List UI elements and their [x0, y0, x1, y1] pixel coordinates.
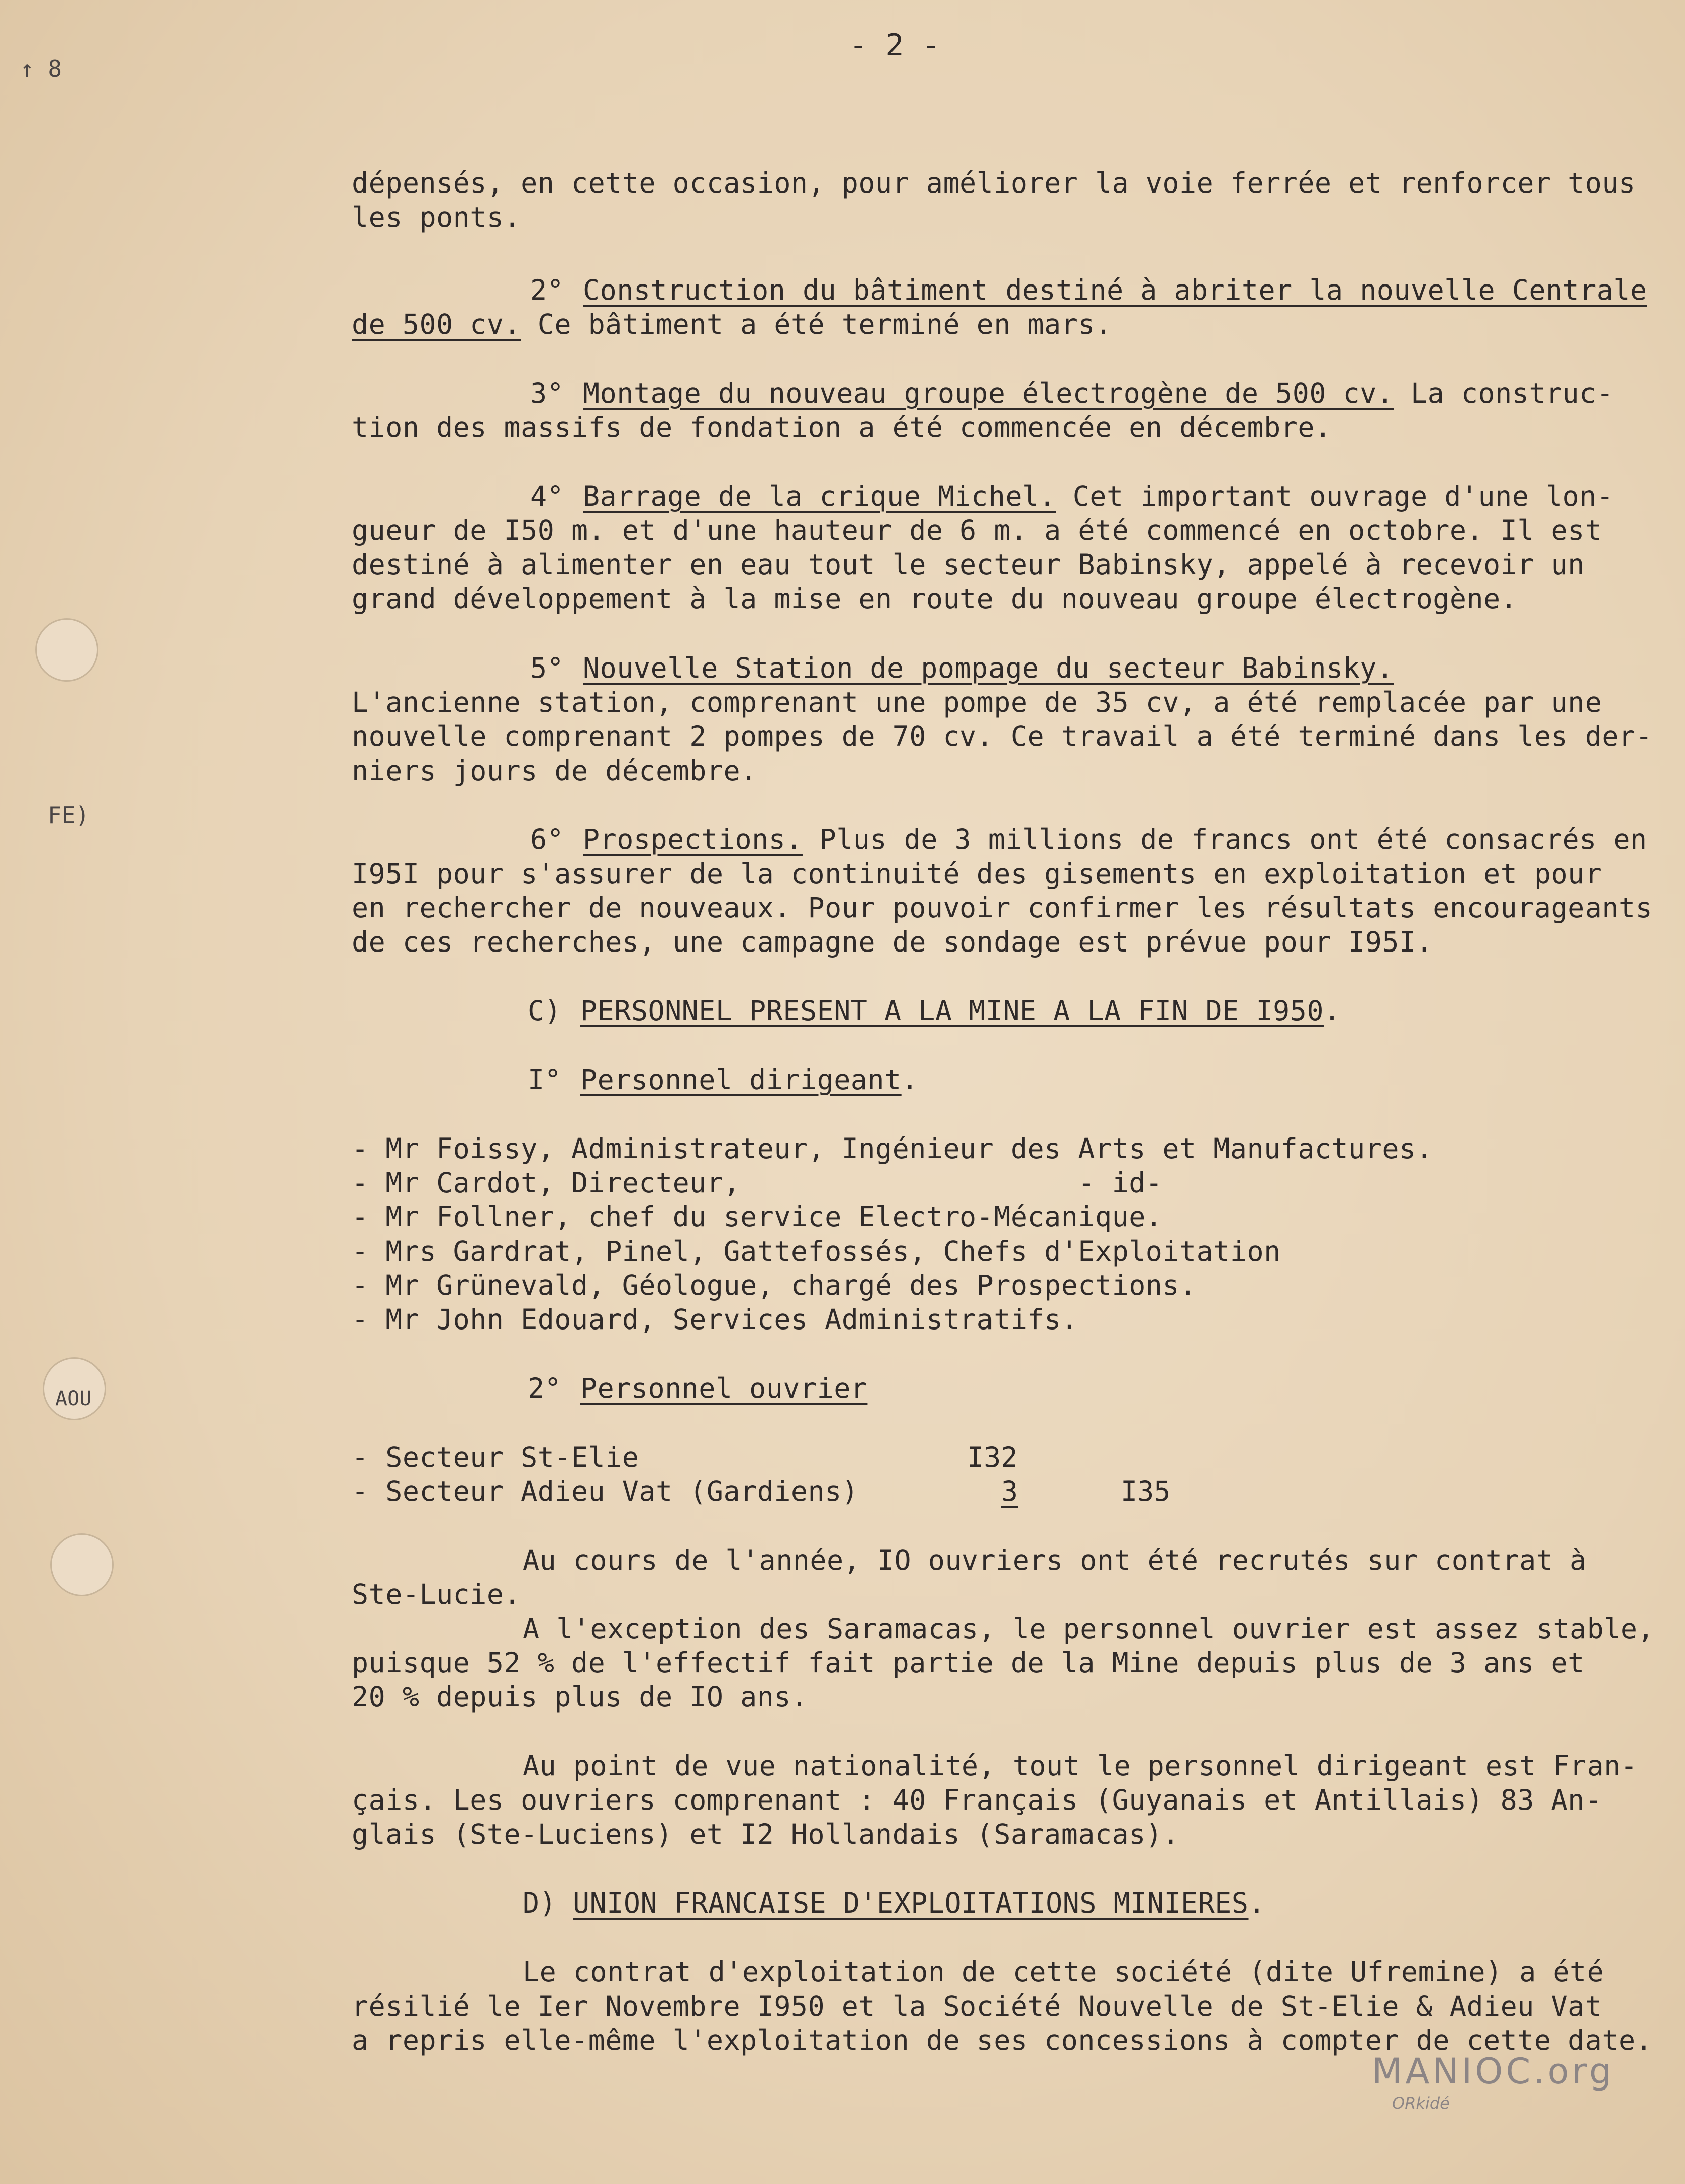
paragraph-text: Cet important ouvrage d'une lon- — [1056, 480, 1614, 512]
paragraph-text: Plus de 3 millions de francs ont été consacrés en — [802, 823, 1647, 856]
watermark-subtext: ORkidé — [1392, 2094, 1450, 2113]
paragraph-line: çais. Les ouvriers comprenant : 40 Français (Guyanais et Antillais) 83 An- — [352, 1784, 1602, 1816]
paragraph-line: 20 % depuis plus de IO ans. — [352, 1681, 808, 1713]
stamp-mark: FE) — [48, 802, 90, 829]
list-item: - Mr Cardot, Directeur, - id- — [352, 1167, 1163, 1199]
paragraph-line: I95I pour s'assurer de la continuité des gisements en exploitation et pour — [352, 858, 1602, 890]
list-item: - Mr Grünevald, Géologue, chargé des Prospections. — [352, 1269, 1197, 1301]
list-item: - Mr John Edouard, Services Administratifs. — [352, 1303, 1078, 1336]
section-heading-text: UNION FRANCAISE D'EXPLOITATIONS MINIERES — [573, 1887, 1249, 1919]
subsection-heading: Personnel ouvrier — [580, 1372, 868, 1404]
paragraph-line: dépensés, en cette occasion, pour améliorer la voie ferrée et renforcer tous — [352, 167, 1636, 199]
item-heading: Nouvelle Station de pompage du secteur Babinsky. — [583, 652, 1394, 684]
list-item: - Mrs Gardrat, Pinel, Gattefossés, Chefs d'Exploitation — [352, 1235, 1281, 1267]
punch-hole — [35, 618, 98, 682]
item-heading: Barrage de la crique Michel. — [583, 480, 1056, 512]
item-number: I° — [528, 1064, 562, 1096]
paragraph-line: L'ancienne station, comprenant une pompe de 35 cv, a été remplacée par une — [352, 686, 1602, 718]
item-number: 5° — [530, 652, 564, 684]
section-heading — [573, 1886, 1265, 1920]
paragraph-line — [583, 822, 1647, 857]
paragraph-line: a repris elle-même l'exploitation de ses concessions à compter de cette date. — [352, 2024, 1653, 2056]
section-prefix: D) — [523, 1887, 557, 1919]
table-row-count: I32 — [967, 1441, 1018, 1473]
paragraph-line: les ponts. — [352, 201, 521, 233]
paragraph-line — [583, 376, 1613, 410]
section-heading — [580, 994, 1341, 1028]
margin-annotation: ↑ 8 — [20, 55, 62, 82]
list-item: - Mr Foissy, Administrateur, Ingénieur des Arts et Manufactures. — [352, 1132, 1433, 1165]
paragraph-line: résilié le Ier Novembre I950 et la Société Nouvelle de St-Elie & Adieu Vat — [352, 1990, 1602, 2022]
paragraph-line: tion des massifs de fondation a été commencée en décembre. — [352, 411, 1332, 443]
item-heading-cont: de 500 cv. — [352, 308, 521, 340]
paragraph-line: en rechercher de nouveaux. Pour pouvoir confirmer les résultats encourageants — [352, 892, 1653, 924]
paragraph-line: glais (Ste-Luciens) et I2 Hollandais (Saramacas). — [352, 1818, 1180, 1850]
item-heading: Prospections. — [583, 823, 803, 856]
item-number: 2° — [528, 1372, 562, 1404]
table-row-count: 3 — [1001, 1475, 1018, 1507]
punch-hole — [50, 1533, 114, 1596]
item-number: 4° — [530, 480, 564, 512]
paragraph-line: gueur de I50 m. et d'une hauteur de 6 m. a été commencé en octobre. Il est — [352, 514, 1602, 546]
subsection-heading — [580, 1063, 918, 1097]
paragraph-line — [352, 307, 1112, 341]
heading-period: . — [1248, 1887, 1266, 1919]
section-prefix: C) — [528, 995, 562, 1027]
item-number: 3° — [530, 377, 564, 409]
paragraph-line: Le contrat d'exploitation de cette société (dite Ufremine) a été — [523, 1956, 1604, 1988]
item-heading: Construction du bâtiment destiné à abriter la nouvelle Centrale — [583, 274, 1647, 306]
page-number: - 2 - — [849, 28, 940, 63]
paragraph-line: niers jours de décembre. — [352, 754, 757, 787]
item-heading: Montage du nouveau groupe électrogène de 500 cv. — [583, 377, 1394, 409]
paragraph-line: puisque 52 % de l'effectif fait partie de la Mine depuis plus de 3 ans et — [352, 1647, 1585, 1679]
paragraph-line: Au point de vue nationalité, tout le personnel dirigeant est Fran- — [523, 1750, 1638, 1782]
table-row-label: - Secteur St-Elie — [352, 1441, 639, 1473]
paragraph-line: Au cours de l'année, IO ouvriers ont été recrutés sur contrat à — [523, 1544, 1587, 1576]
item-number: 2° — [530, 274, 564, 306]
stamp-mark: AOU — [55, 1387, 92, 1410]
section-heading-text: PERSONNEL PRESENT A LA MINE A LA FIN DE I950 — [580, 995, 1324, 1027]
paragraph-line: de ces recherches, une campagne de sondage est prévue pour I95I. — [352, 926, 1433, 958]
watermark-logo: MANIOC.org — [1372, 2051, 1615, 2092]
paragraph-text: La construc- — [1394, 377, 1614, 409]
heading-period: . — [1323, 995, 1341, 1027]
paragraph-text: Ce bâtiment a été terminé en mars. — [521, 308, 1112, 340]
table-row-label: - Secteur Adieu Vat (Gardiens) — [352, 1475, 859, 1507]
list-item: - Mr Follner, chef du service Electro-Mécanique. — [352, 1201, 1163, 1233]
item-number: 6° — [530, 823, 564, 856]
paragraph-line: Ste-Lucie. — [352, 1578, 521, 1610]
paragraph-line: grand développement à la mise en route du nouveau groupe électrogène. — [352, 583, 1518, 615]
paragraph-line — [583, 479, 1613, 513]
paragraph-line: destiné à alimenter en eau tout le secteur Babinsky, appelé à recevoir un — [352, 548, 1585, 581]
paragraph-line: A l'exception des Saramacas, le personnel ouvrier est assez stable, — [523, 1612, 1655, 1645]
paragraph-line: nouvelle comprenant 2 pompes de 70 cv. Ce travail a été terminé dans les der- — [352, 720, 1653, 752]
subsection-heading-text: Personnel dirigeant — [580, 1064, 902, 1096]
table-total: I35 — [1121, 1475, 1171, 1507]
heading-period: . — [901, 1064, 919, 1096]
